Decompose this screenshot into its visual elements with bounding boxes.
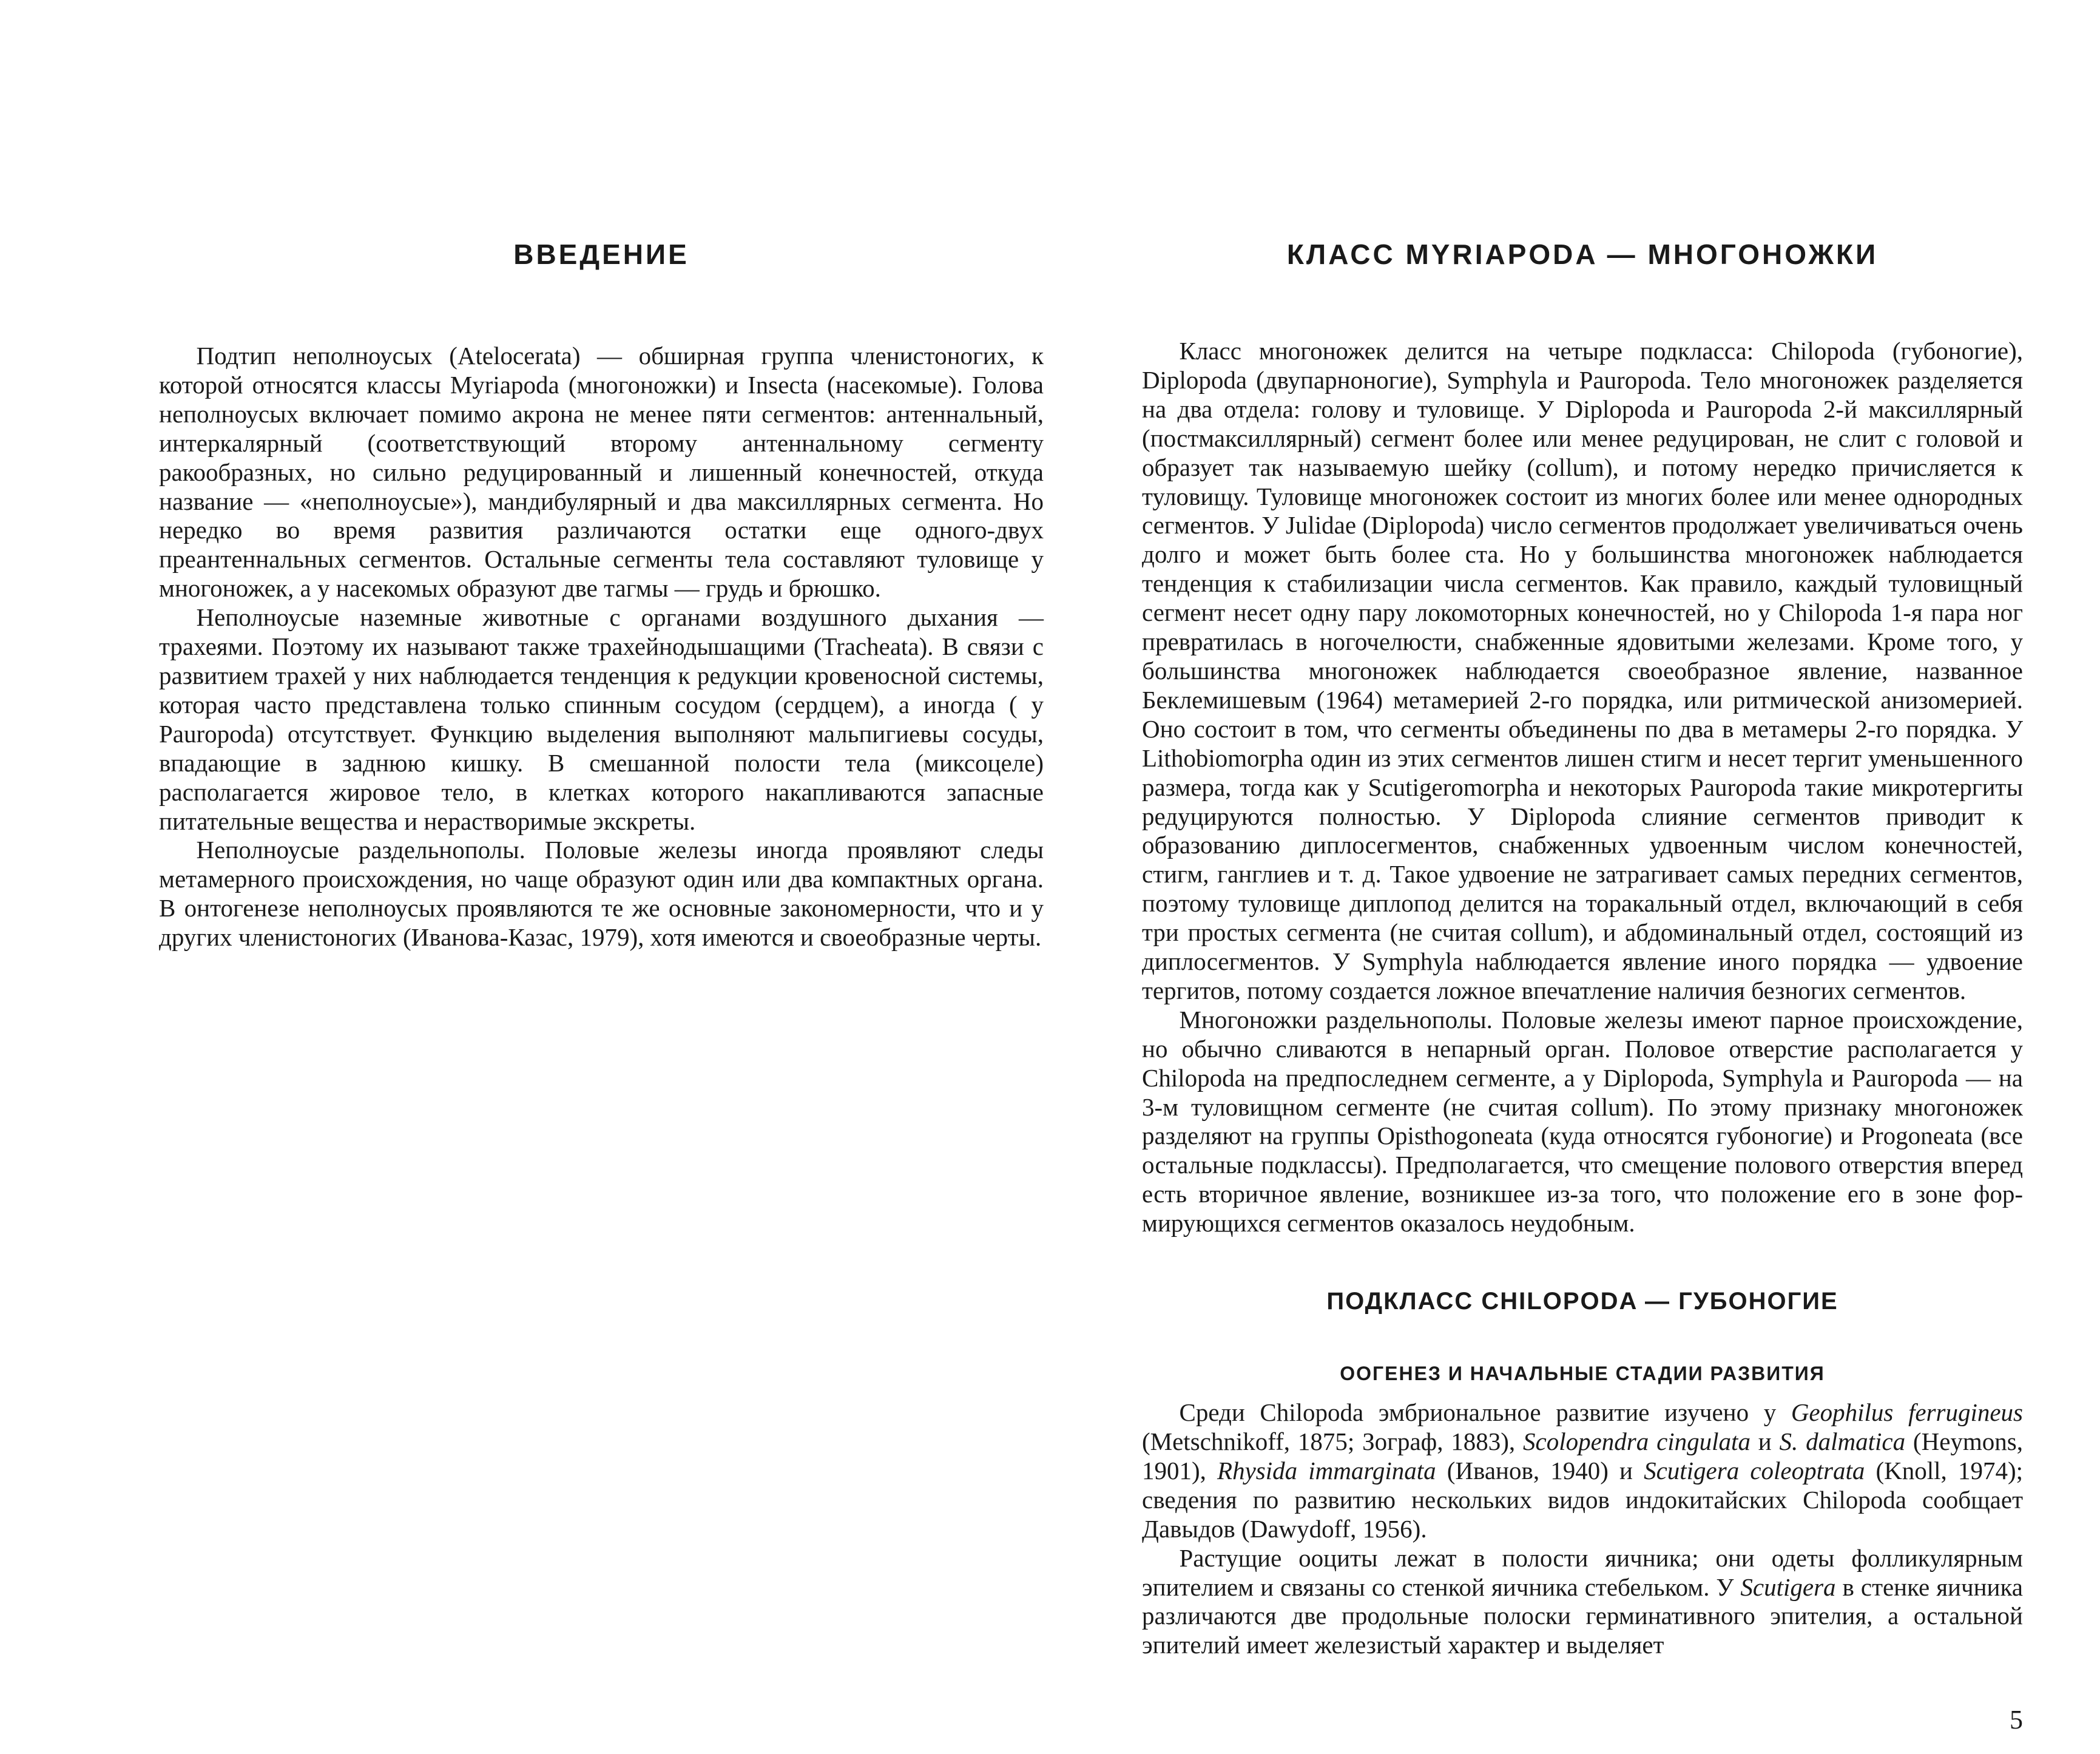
chapter-title-introduction: ВВЕДЕНИЕ [513,239,689,270]
paragraph-myriapoda-1: Класс многоножек делится на четыре подкласса: Chilopoda (губоногие), Diplopoda (двупарноногие), Symphyla и Pauropoda. Тело многоножек разделяется на два отдела: голову и туловище. У Diplopoda и Pauropoda 2-й максиллярный (постмаксиллярный) сегмент более или менее редуцирован, не слит с головой и образует так называемую шейку (collum), и потому нередко причисляется к туловищу. Туловище многоножек состоит из многих более или менее однородных сегментов. У Julidae (Diplopoda) число сегментов продолжает увеличиваться очень долго и может быть более ста. Но у большинства многоножек наблюдается тенденция к стабилизации числа сегментов. Как правило, каждый туловищный сегмент несет одну пару локомоторных конечностей, но у Chilopoda 1-я пара ног превратилась в ногочелюсти, снабженные ядовитыми железами. Кроме того, у большинства многоножек наблюдается своеобразное явление, названное Беклемишевым (1964) метамерией 2-го порядка, или ритмической анизомерией. Оно состоит в том, что сегменты объединены по два в метамеры 2-го порядка. У Lithobiomorpha один из этих сегментов лишен стигм и несет тергит уменьшенного размера, тогда как у Scutigeromorpha и некоторых Pauropoda такие микротергиты редуцируются полностью. У Diplopoda слияние сегментов приводит к образованию диплосегментов, снабженных удвоенным числом конечностей, стигм, ганглиев и т. д. Такое удвоение не затрагивает самых передних сегментов, поэтому туловище диплопод делится на торакальный отдел, включающий в себя три простых сегмента (не считая collum), и абдоминальный отдел, состоящий из диплосегментов. У Symphyla наблюдается явление иного порядка — удвоение тергитов, потому создается ложное впечатление наличия безногих сегментов. [1142,337,2023,1004]
text-run: (Heymons, 1901), [1142,1427,2023,1485]
text-run: Среди Chilopoda эмбриональное развитие изучено у [1179,1398,1791,1427]
paragraph-intro-1: Подтип неполноусых (Atelocerata) — обширная группа членистоногих, к которой относятся классы Myriapoda (многоножки) и Insecta (насекомые). Голова неполноусых включает помимо акрона не менее пяти сегментов: антеннальный, интеркалярный (соответствующий второму антеннальному сегменту ракообразных, но сильно редуцированный и лишенный конечностей, откуда название — «неполноусые»), мандибулярный и два максиллярных сегмента. Но нередко во время развития различаются остатки еще одного-двух преантеннальных сегментов. Остальные сегменты тела составляют туловище у многоножек, а у насекомых образуют две тагмы — грудь и брюшко. [159,342,1044,603]
species-name: Scutigera [1740,1573,1836,1601]
chapter-title-myriapoda: КЛАСС MYRIAPODA — МНОГОНОЖКИ [1286,239,1879,270]
paragraph-chilopoda-1 [1142,1398,2023,1544]
paragraph-intro-3: Неполноусые раздельнополы. Половые железы иногда проявляют следы метамерного происхождения, но чаще образуют один или два компактных органа. В онтогенезе неполноусых проявляются те же основные закономерности, что и у других членистоногих (Иванова-Казас, 1979), хотя имеются и своеобразные черты. [159,836,1044,952]
text-run: и [1750,1427,1780,1455]
paragraph-intro-2: Неполноусые наземные животные с органами воздушного дыхания — трахеями. Поэтому их называют также трахейнодышащими (Tracheata). В связи с развитием трахей у них наблюдается тенденция к редукции кровеносной системы, которая часто представлена только спинным сосудом (сердцем), а иногда ( у Pauropoda) отсутствует. Функцию выделения выполняют мальпигиевы сосуды, впадающие в заднюю кишку. В смешанной полости тела (миксоцеле) располагается жировое тело, в клетках которого накапливаются запасные питательные вещества и нерастворимые экскреты. [159,603,1044,835]
left-page-body [159,342,1044,952]
text-run: (Иванов, 1940) и [1436,1456,1644,1485]
text-run: в стенке яичника различаются две продольные полоски герминативного эпителия, а остальной эпителий имеет железистый характер и выделяет [1142,1573,2023,1659]
species-name: Scolopendra cingulata [1523,1427,1751,1455]
text-run: Растущие ооциты лежат в полости яичника; они одеты фолликулярным эпителием и связаны со стенкой яичника стебельком. У [1142,1543,2023,1601]
text-run: (Knoll, 1974); сведения по развитию нескольких видов индокитайских Chilopoda сообщает Давыдов (Dawydoff, 1956). [1142,1456,2023,1543]
species-name: Geophilus ferrugineus [1791,1398,2024,1427]
subsection-title-chilopoda: ПОДКЛАСС CHILOPODA — ГУБОНОГИЕ [1326,1288,1838,1315]
page-number: 5 [2010,1705,2023,1735]
species-name: S. dalmatica [1779,1427,1906,1455]
right-page-body [1142,337,2023,1660]
paragraph-chilopoda-2 [1142,1544,2023,1661]
text-run: (Metschnikoff, 1875; Зограф, 1883), [1142,1427,1524,1455]
paragraph-myriapoda-2: Многоножки раздельнополы. Половые железы имеют парное происхождение, но обычно сливаются в непарный орган. Половое отверстие располагается у Chilopoda на предпоследнем сегменте, а у Diplopoda, Symphyla и Pauropoda — на 3-м туловищном сегменте (не считая collum). По этому признаку многоножек разделяют на группы Opisthogoneata (куда относятся губоногие) и Progoneata (все остальные подклассы). Предполагается, что смещение полового отверстия вперед есть вторичное явление, возникшее из-за того, что положение его в зоне формирующихся сегментов оказалось неудобным. [1142,1005,2023,1238]
species-name: Scutigera coleoptrata [1644,1456,1865,1485]
species-name: Rhysida immarginata [1217,1456,1436,1485]
subsection-title-oogenesis: ООГЕНЕЗ И НАЧАЛЬНЫЕ СТАДИИ РАЗВИТИЯ [1340,1363,1825,1385]
